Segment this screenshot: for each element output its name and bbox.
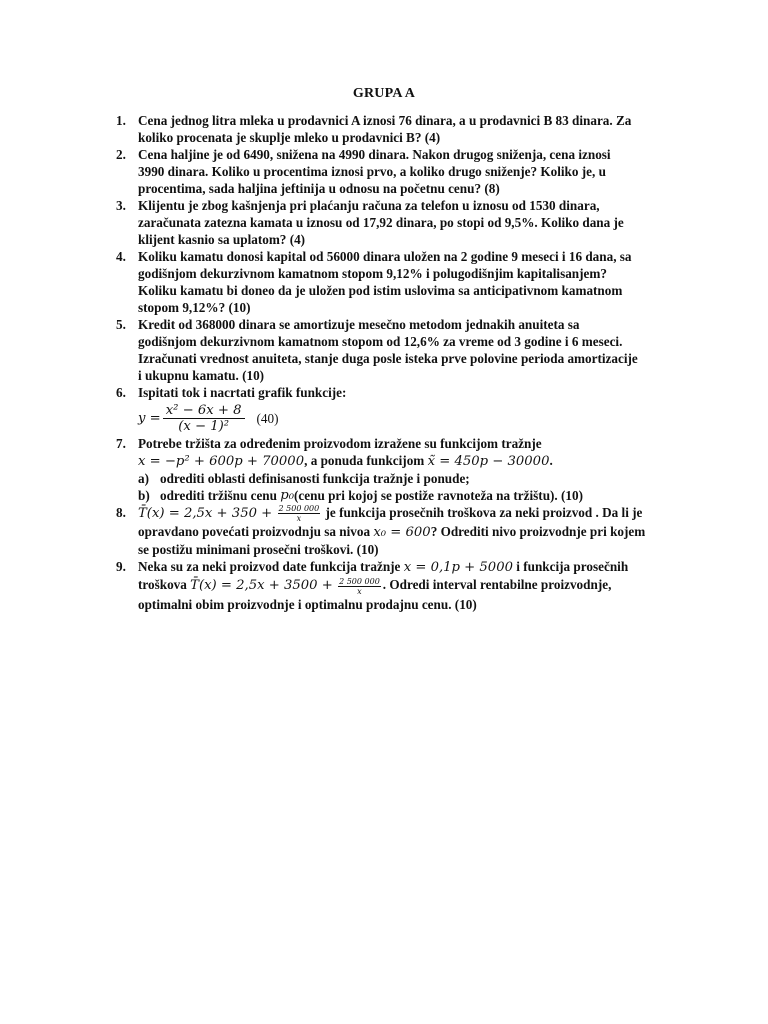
problem-text-line: godišnjom dekurzivnom kamatnom stopom 9,12% i polugodišnjim kapitalisanjem? (138, 266, 607, 281)
subtask-marker: b) (138, 488, 150, 503)
problem-number: 6. (116, 385, 126, 400)
level-symbol: x₀ = 600 (373, 525, 431, 541)
supply-equation: x̃ = 450p − 30000 (427, 454, 550, 469)
problem-text: . (549, 453, 553, 468)
problem-text-line: Koliku kamatu donosi kapital od 56000 dinara uložen na 2 godine 9 meseci i 16 dana, sa (138, 249, 632, 264)
formula-lhs: y = (138, 410, 161, 426)
fraction-numerator: 2 500 000 (278, 504, 320, 514)
problem-text-line: Cena haljine je od 6490, snižena na 4990 dinara. Nakon drugog sniženja, cena iznosi (138, 147, 611, 162)
problem-text-line (138, 558, 656, 576)
problem-text-line: Potrebe tržišta za određenim proizvodom izražene su funkcijom tražnje (138, 436, 542, 451)
fraction-numerator: 2 500 000 (339, 576, 380, 586)
problem-7 (116, 435, 656, 504)
function-formula (138, 401, 656, 435)
problem-text-line: Ispitati tok i nacrtati grafik funkcije: (138, 385, 347, 400)
cost-fraction (338, 577, 381, 596)
problem-text-line: klijent kasnio sa uplatom? (4) (138, 232, 306, 247)
problem-text: i funkcija prosečnih (516, 559, 629, 575)
problem-text-line: 3990 dinara. Koliko u procentima iznosi prvo, a koliko drugo sniženje? Koliko je, u (138, 164, 606, 179)
problem-text-line: Cena jednog litra mleka u prodavnici A iznosi 76 dinara, a u prodavnici B 83 dinara. Za (138, 113, 632, 128)
problem-number: 4. (116, 249, 126, 264)
problem-text-line (138, 576, 656, 595)
problem-text: ? Odrediti nivo proizvodnje pri kojem (430, 524, 646, 540)
problem-text-line: Koliku kamatu bi doneo da je uložen pod istim uslovima sa anticipativnom kamatnom (138, 283, 623, 298)
problem-text-line: optimalni obim proizvodnje i optimalnu prodajnu cenu. (10) (138, 596, 477, 612)
problem-text-line: se postižu minimani prosečni troškovi. (10) (138, 542, 379, 558)
problem-number: 1. (116, 113, 126, 128)
subtask-marker: a) (138, 471, 149, 486)
subtask-b (138, 487, 656, 504)
problem-text-line: Izračunati vrednost anuiteta, stanje duga posle isteka prve polovine perioda amortizacije (138, 351, 638, 366)
problem-text-line: i ukupnu kamatu. (10) (138, 368, 265, 383)
problem-text-line: procentima, sada haljina jeftinija u odnosu na početnu cenu? (8) (138, 181, 500, 196)
demand-equation: x = −p² + 600p + 70000 (138, 454, 305, 469)
fraction-denominator: x (357, 586, 362, 596)
problem-text-line: Klijentu je zbog kašnjenja pri plaćanju računa za telefon u iznosu od 1530 dinara, (138, 198, 600, 213)
problem-number: 9. (116, 559, 126, 575)
problem-text: Neka su za neki proizvod date funkcija tražnje (138, 559, 401, 575)
problem-number: 7. (116, 436, 126, 451)
problem-number: 2. (116, 147, 126, 162)
problem-2 (116, 146, 656, 197)
problem-number: 5. (116, 317, 126, 332)
problem-text-line (138, 504, 656, 523)
problem-4 (116, 248, 656, 316)
subtask-list (138, 470, 656, 504)
subtask-a (138, 470, 656, 487)
cost-function: T̄(x) = 2,5x + 350 + (138, 506, 273, 521)
problem-text: troškova (138, 577, 187, 593)
problem-9 (116, 558, 656, 612)
problem-points: (40) (256, 410, 279, 426)
problem-text-line (138, 452, 656, 470)
problem-number: 3. (116, 198, 126, 213)
problem-text-line: godišnjom dekurzivnom kamatnom stopom od 12,6% za vreme od 3 godine i 6 meseci. (138, 334, 623, 349)
problem-number: 8. (116, 505, 126, 520)
problem-list (116, 112, 656, 613)
subtask-text: (cenu pri kojoj se postiže ravnoteža na tržištu). (10) (294, 488, 583, 503)
demand-equation: x = 0,1p + 5000 (403, 560, 513, 576)
problem-text-line: koliko procenata je skuplje mleko u prodavnici B? (4) (138, 130, 441, 145)
problem-text: opravdano povećati proizvodnju sa nivoa (138, 524, 371, 540)
cost-fraction (278, 504, 321, 523)
problem-text: je funkcija prosečnih troškova za neki proizvod . Da li je (325, 505, 643, 520)
problem-6 (116, 384, 656, 435)
problem-8 (116, 504, 656, 558)
formula-fraction (163, 403, 245, 434)
problem-text: . Odredi interval rentabilne proizvodnje, (382, 577, 612, 593)
price-symbol: p₀ (280, 488, 295, 503)
page-title: GRUPA A (352, 86, 416, 101)
problem-text-line: stopom 9,12%? (10) (138, 300, 251, 315)
subtask-text: odrediti oblasti definisanosti funkcija tražnje i ponude; (160, 471, 470, 486)
problem-text-line: zaračunata zatezna kamata u iznosu od 17,92 dinara, po stopi od 9,5%. Koliko dana je (138, 215, 624, 230)
problem-5 (116, 316, 656, 384)
formula-numerator: x² − 6x + 8 (163, 403, 245, 419)
cost-function: T̄(x) = 2,5x + 3500 + (190, 578, 333, 594)
problem-3 (116, 197, 656, 248)
problem-1 (116, 112, 656, 146)
formula-denominator: (x − 1)² (178, 418, 230, 434)
fraction-denominator: x (296, 514, 302, 524)
problem-text: , a ponuda funkcijom (304, 453, 425, 468)
subtask-text: odrediti tržišnu cenu (160, 488, 277, 503)
problem-text-line (138, 523, 656, 541)
problem-text-line: Kredit od 368000 dinara se amortizuje mesečno metodom jednakih anuiteta sa (138, 317, 580, 332)
